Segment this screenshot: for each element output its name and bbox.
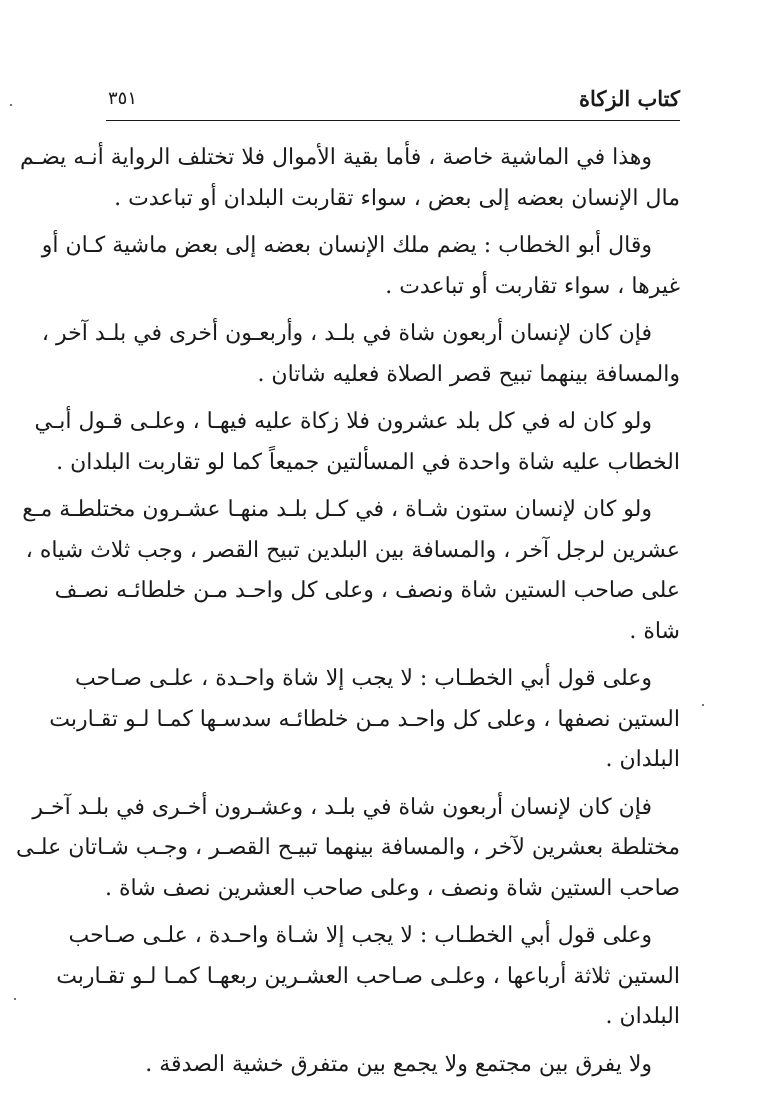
header-rule xyxy=(106,120,680,121)
paragraph-5 xyxy=(22,490,680,652)
body-text xyxy=(16,138,680,1092)
scan-speck xyxy=(702,704,704,706)
text-line: وعلى قول أبي الخطـاب : لا يجب إلا شاة واحـدة ، علـى صـاحب xyxy=(74,666,652,691)
text-line: الستين ثلاثة أرباعها ، وعلـى صـاحب العشـرين ربعهـا كمـا لـو تقـاربت xyxy=(56,963,680,989)
text-line: مختلطة بعشرين لآخر ، والمسافة بينهما تبيـح القصـر ، وجـب شـاتان علـى xyxy=(16,835,680,860)
scan-speck xyxy=(14,998,16,1000)
paragraph-2 xyxy=(41,226,680,307)
text-line: فإن كان لإنسان أربعون شاة في بلـد ، وعشـرون أخـرى في بلـد آخـر xyxy=(32,794,652,820)
text-line: ولا يفرق بين مجتمع ولا يجمع بين متفرق خشية الصدقة . xyxy=(145,1051,652,1077)
text-line: وقال أبو الخطاب : يضم ملك الإنسان بعضه إلى بعض ماشية كـان أو xyxy=(41,233,652,258)
text-line: شاة . xyxy=(629,618,680,644)
text-line: وهذا في الماشية خاصة ، فأما بقية الأموال فلا تختلف الرواية أنـه يضـم xyxy=(20,145,652,170)
paragraph-1 xyxy=(20,138,680,219)
text-line: فإن كان لإنسان أربعون شاة في بلـد ، وأربعـون أخرى في بلـد آخر ، xyxy=(41,321,652,346)
paragraph-7 xyxy=(16,788,680,910)
text-line: والمسافة بينهما تبيح قصر الصلاة فعليه شاتان . xyxy=(257,361,680,387)
text-line: الستين نصفها ، وعلى كل واحـد مـن خلطائـه سدسـها كمـا لـو تقـاربت xyxy=(49,706,680,732)
text-line: الخطاب عليه شاة واحدة في المسألتين جميعاً كما لو تقاربت البلدان . xyxy=(56,449,680,475)
text-line: وعلى قول أبي الخطـاب : لا يجب إلا شـاة واحـدة ، علـى صـاحب xyxy=(68,923,652,948)
paragraph-4 xyxy=(34,402,680,483)
scan-speck xyxy=(10,104,12,106)
text-line: ولو كان له في كل بلد عشرون فلا زكاة عليه فيهـا ، وعلـى قـول أبـي xyxy=(34,409,652,434)
text-line: مال الإنسان بعضه إلى بعض ، سواء تقاربت البلدان أو تباعدت . xyxy=(114,185,680,211)
text-line: البلدان . xyxy=(605,1004,680,1029)
text-line: البلدان . xyxy=(605,747,680,772)
paragraph-9 xyxy=(108,1045,680,1086)
paragraph-8 xyxy=(56,916,680,1038)
page-header xyxy=(108,84,680,118)
text-line: ولو كان لإنسان ستون شـاة ، في كـل بلـد منهـا عشـرون مختلطـة مـع xyxy=(22,497,652,522)
text-line: عشرين لرجل آخر ، والمسافة بين البلدين تبيح القصر ، وجب ثلاث شياه ، xyxy=(25,537,680,563)
page-number: ٣٥١ xyxy=(108,88,138,109)
running-title: كتاب الزكاة xyxy=(578,86,680,111)
text-line: صاحب الستين شاة ونصف ، وعلى صاحب العشرين نصف شاة . xyxy=(105,875,680,901)
paragraph-6 xyxy=(49,659,680,781)
text-line: غيرها ، سواء تقاربت أو تباعدت . xyxy=(385,273,680,299)
text-line: على صاحب الستين شاة ونصف ، وعلى كل واحـد مـن خلطائـه نصـف xyxy=(54,578,680,603)
paragraph-3 xyxy=(41,314,680,395)
